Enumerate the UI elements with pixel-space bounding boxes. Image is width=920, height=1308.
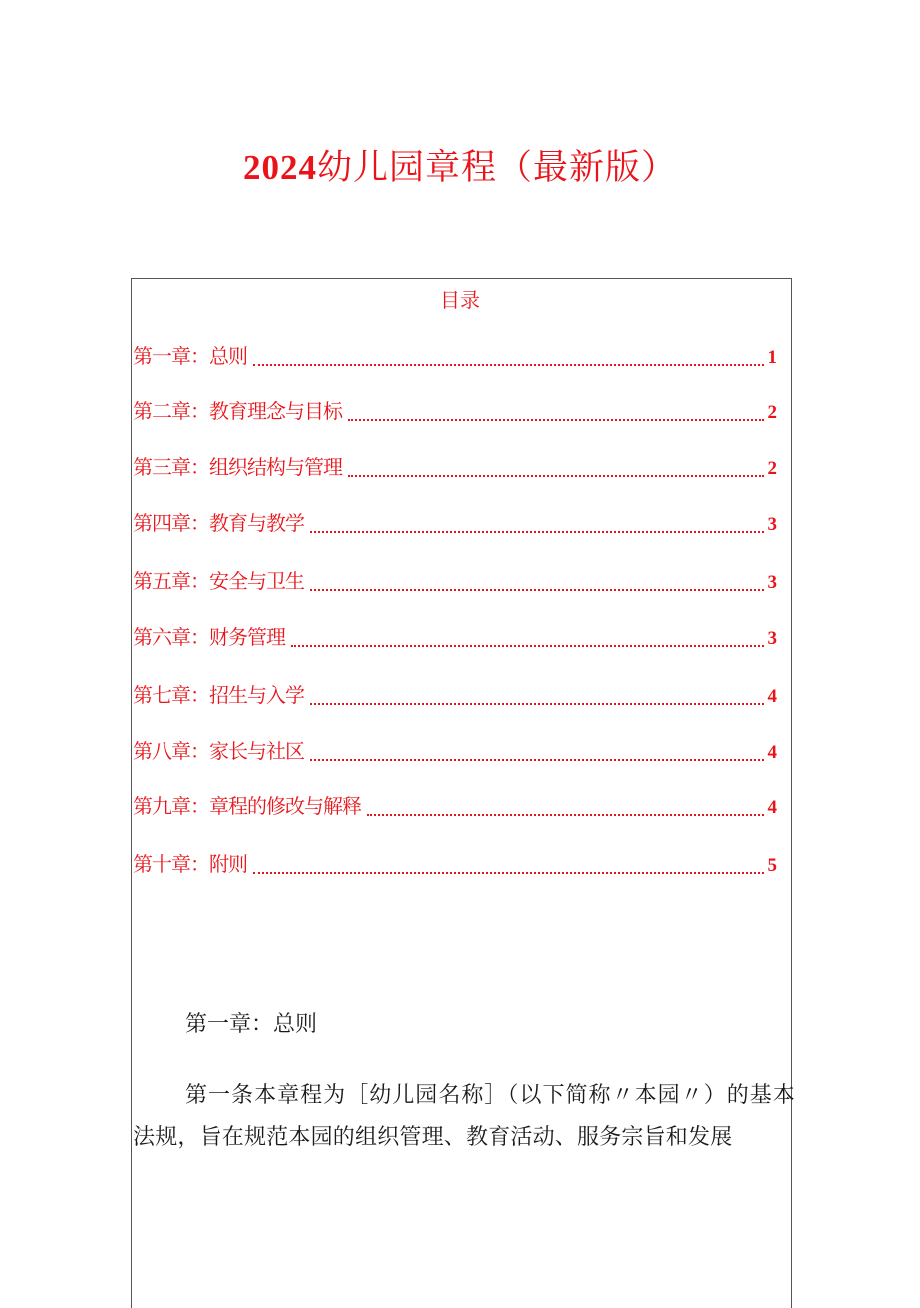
toc-dot-leader — [348, 475, 764, 477]
document-title-year: 2024 — [242, 148, 317, 187]
toc-page-number: 3 — [767, 572, 777, 593]
toc-page-number: 4 — [767, 797, 777, 818]
toc-entry-chapter-3[interactable] — [133, 451, 777, 483]
toc-dot-leader — [348, 419, 764, 421]
toc-entry-label: 第八章：家长与社区 — [133, 739, 304, 763]
toc-page-number: 3 — [767, 514, 777, 535]
toc-dot-leader — [253, 872, 764, 874]
toc-page-number: 4 — [767, 686, 777, 707]
toc-heading: 目录 — [440, 288, 480, 312]
toc-page-number: 1 — [767, 347, 777, 368]
toc-dot-leader — [310, 703, 764, 705]
toc-entry-chapter-4[interactable] — [133, 507, 777, 539]
toc-page-number: 4 — [767, 742, 777, 763]
toc-dot-leader — [310, 759, 764, 761]
toc-entry-chapter-2[interactable] — [133, 395, 777, 427]
toc-entry-label: 第七章：招生与入学 — [133, 683, 304, 707]
toc-entry-label: 第十章：附则 — [133, 852, 247, 876]
toc-page-number: 2 — [767, 402, 777, 423]
chapter-heading: 第一章：总则 — [185, 1012, 318, 1037]
toc-dot-leader — [253, 364, 764, 366]
document-title-text: 幼儿园章程（最新版） — [316, 148, 677, 188]
toc-entry-chapter-6[interactable] — [133, 621, 777, 653]
toc-dot-leader — [291, 645, 764, 647]
toc-entry-chapter-9[interactable] — [133, 790, 777, 822]
document-title — [0, 142, 920, 194]
toc-entry-chapter-5[interactable] — [133, 565, 777, 597]
toc-entry-label: 第二章：教育理念与目标 — [133, 399, 342, 423]
toc-entry-chapter-7[interactable] — [133, 679, 777, 711]
toc-entry-label: 第九章：章程的修改与解释 — [133, 794, 361, 818]
toc-entry-chapter-8[interactable] — [133, 735, 777, 767]
body-paragraph: 第一条本章程为［幼儿园名称］（以下简称〃本园〃）的基本法规，旨在规范本园的组织管理、教育活动、服务宗旨和发展 — [133, 1083, 795, 1150]
toc-dot-leader — [367, 814, 764, 816]
toc-entry-label: 第六章：财务管理 — [133, 625, 285, 649]
toc-entry-chapter-10[interactable] — [133, 848, 777, 880]
toc-entry-chapter-1[interactable] — [133, 340, 777, 372]
toc-page-number: 5 — [767, 855, 777, 876]
toc-page-number: 2 — [767, 458, 777, 479]
toc-entry-label: 第一章：总则 — [133, 344, 247, 368]
toc-entry-label: 第五章：安全与卫生 — [133, 569, 304, 593]
toc-entry-label: 第四章：教育与教学 — [133, 511, 304, 535]
toc-dot-leader — [310, 531, 764, 533]
toc-entry-label: 第三章：组织结构与管理 — [133, 455, 342, 479]
toc-dot-leader — [310, 589, 764, 591]
toc-page-number: 3 — [767, 628, 777, 649]
